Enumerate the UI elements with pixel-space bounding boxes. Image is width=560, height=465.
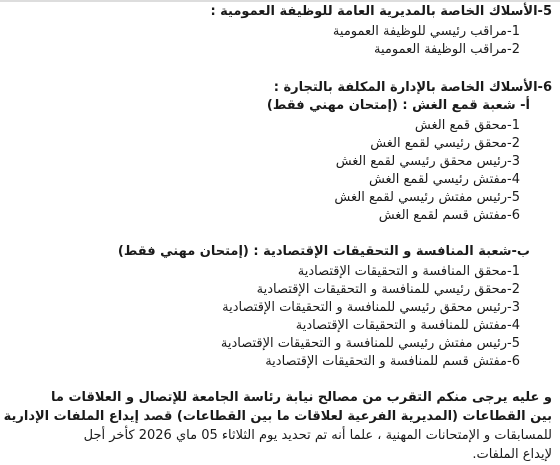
closing-line-1: و عليه يرجى منكم التقرب من مصالح نيابة رئاسة الجامعة للإتصال و العلاقات ما [50, 390, 552, 405]
closing-line-3: للمسابقات و الإمتحانات المهنية ، علما أنه تم تحديد يوم الثلاثاء 05 ماي 2026 كأخر أجل [83, 428, 552, 443]
sub-a-item-2: 2-محقق رئيسي لقمع الغش [370, 136, 520, 151]
section6-heading: 6-الأسلاك الخاصة بالإدارة المكلفة بالتجارة : [273, 80, 552, 95]
sub-a-item-4: 4-مفتش رئيسي لقمع الغش [368, 172, 520, 187]
section6-sub-a-heading: أ- شعبة قمع الغش : (إمتحان مهني فقط) [266, 98, 530, 113]
sub-b-item-2: 2-محقق رئيسي للمنافسة و التحقيقات الإقتصادية [256, 282, 520, 297]
sub-b-item-1: 1-محقق المنافسة و التحقيقات الإقتصادية [297, 264, 520, 279]
sub-b-item-4: 4-مفتش للمنافسة و التحقيقات الإقتصادية [295, 318, 520, 333]
section6-sub-b-heading: ب-شعبة المنافسة و التحقيقات الإقتصادية : (إمتحان مهني فقط) [117, 244, 530, 259]
section5-item-2: 2-مراقب الوظيفة العمومية [374, 42, 520, 57]
closing-line-2: بين القطاعات (المديرية الفرعية لعلاقات ما بين القطاعات) قصد إيداع الملفات الإدارية [3, 409, 552, 424]
sub-a-item-3: 3-رئيس محقق رئيسي لقمع الغش [335, 154, 520, 169]
sub-a-item-6: 6-مفتش قسم لقمع الغش [378, 208, 520, 223]
sub-b-item-6: 6-مفتش قسم للمنافسة و التحقيقات الإقتصادية [265, 354, 520, 369]
sub-a-item-5: 5-رئيس مفتش رئيسي لقمع الغش [334, 190, 520, 205]
sub-b-item-5: 5-رئيس مفتش رئيسي للمنافسة و التحقيقات الإقتصادية [220, 336, 520, 351]
sub-b-item-3: 3-رئيس محقق رئيسي للمنافسة و التحقيقات الإقتصادية [222, 300, 520, 315]
section5-item-1: 1-مراقب رئيسي للوظيفة العمومية [332, 24, 520, 39]
top-divider [0, 0, 560, 2]
sub-a-item-1: 1-محقق قمع الغش [414, 118, 520, 133]
section5-heading: 5-الأسلاك الخاصة بالمديرية العامة للوظيفة العمومية : [210, 4, 552, 19]
closing-line-4: لإيداع الملفات. [472, 447, 552, 462]
